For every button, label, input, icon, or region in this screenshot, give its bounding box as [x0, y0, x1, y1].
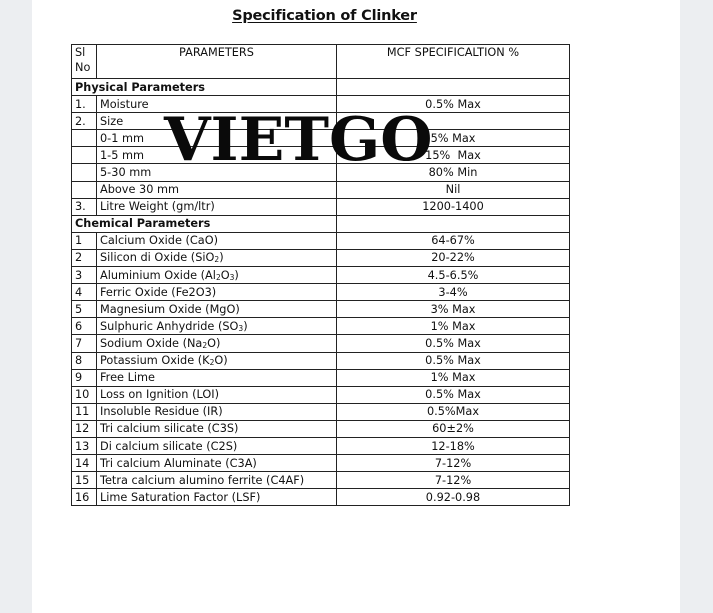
row-number: 5 [72, 301, 97, 318]
parameter-name [97, 301, 337, 318]
parameter-name [97, 489, 337, 506]
parameter-name [97, 455, 337, 472]
parameter-name-text: Di calcium silicate (C2S) [100, 439, 238, 453]
table-row [72, 455, 570, 472]
parameter-value: 1% Max [337, 369, 570, 386]
section-row-chemical [72, 215, 570, 232]
row-number: 9 [72, 369, 97, 386]
parameter-name [97, 437, 337, 454]
parameter-name-text: Silicon di Oxide (SiO [100, 251, 215, 265]
parameter-value: 12-18% [337, 437, 570, 454]
subscript: 2 [214, 255, 220, 265]
parameter-name [97, 249, 337, 266]
parameter-value: 0.5% Max [337, 386, 570, 403]
table-row [72, 386, 570, 403]
parameter-name [97, 386, 337, 403]
parameter-name-text: Sulphuric Anhydride (SO [100, 319, 239, 333]
parameter-name-text: Loss on Ignition (LOI) [100, 388, 219, 402]
table-row [72, 352, 570, 369]
parameter-name [97, 369, 337, 386]
parameter-name [97, 284, 337, 301]
parameter-value: 80% Min [337, 164, 570, 181]
parameter-name [97, 318, 337, 335]
parameter-value: 4.5-6.5% [337, 267, 570, 284]
parameter-name: 0-1 mm [97, 130, 337, 147]
parameter-name-text: O) [207, 336, 221, 350]
parameter-value: 0.5% Max [337, 335, 570, 352]
row-number: 3 [72, 267, 97, 284]
table-row [72, 301, 570, 318]
table-row [72, 318, 570, 335]
parameter-name-text: ) [219, 251, 224, 265]
parameter-name-text: Tetra calcium alumino ferrite (C4AF) [100, 473, 305, 487]
parameter-name-text: Tri calcium Aluminate (C3A) [100, 456, 257, 470]
parameter-value: 1% Max [337, 318, 570, 335]
row-number: 1 [72, 232, 97, 249]
header-parameters: PARAMETERS [97, 45, 337, 79]
table-row [72, 437, 570, 454]
parameter-value: 0.92-0.98 [337, 489, 570, 506]
row-number: 7 [72, 335, 97, 352]
parameter-name [97, 420, 337, 437]
row-number: 10 [72, 386, 97, 403]
parameter-name-text: Insoluble Residue (IR) [100, 405, 223, 419]
row-number: 12 [72, 420, 97, 437]
parameter-value: 0.5% Max [337, 352, 570, 369]
parameter-name-text: O [220, 268, 230, 282]
vietgo-watermark: VIETGO [164, 105, 433, 175]
parameter-name [97, 403, 337, 420]
parameter-name-text: Ferric Oxide (Fe2O3) [100, 285, 217, 299]
parameter-name-text: Sodium Oxide (Na [100, 336, 203, 350]
table-row [72, 472, 570, 489]
subscript: 2 [215, 272, 221, 282]
parameter-value: 1200-1400 [337, 198, 570, 215]
row-number: 8 [72, 352, 97, 369]
section-label-physical: Physical Parameters [72, 79, 337, 96]
table-row [72, 181, 570, 198]
row-number: 11 [72, 403, 97, 420]
subscript: 2 [202, 340, 208, 350]
table-row [72, 249, 570, 266]
parameter-value: 0.5% Max [337, 96, 570, 113]
table-row [72, 420, 570, 437]
parameter-value: 7-12% [337, 455, 570, 472]
parameter-value: 3-4% [337, 284, 570, 301]
subscript: 2 [209, 358, 215, 368]
row-number: 13 [72, 437, 97, 454]
parameter-name-text: ) [234, 268, 239, 282]
parameter-name-text: Free Lime [100, 371, 155, 385]
parameter-name-text: ) [243, 319, 248, 333]
document-title: Specification of Clinker [232, 8, 417, 24]
parameter-value: 7-12% [337, 472, 570, 489]
parameter-name [97, 335, 337, 352]
table-row [72, 403, 570, 420]
parameter-value: 15% Max [337, 147, 570, 164]
row-number: 15 [72, 472, 97, 489]
parameter-name: Size [97, 113, 337, 130]
parameter-name-text: Calcium Oxide (CaO) [100, 234, 218, 248]
section-label-chemical: Chemical Parameters [72, 215, 337, 232]
parameter-name [97, 472, 337, 489]
row-number: 16 [72, 489, 97, 506]
section-row-physical [72, 79, 570, 96]
parameter-name: Litre Weight (gm/ltr) [97, 198, 337, 215]
header-sl-no: Sl No [72, 45, 97, 79]
parameter-name: 1-5 mm [97, 147, 337, 164]
parameter-name-text: Magnesium Oxide (MgO) [100, 302, 240, 316]
subscript: 3 [238, 323, 244, 333]
parameter-name-text: Aluminium Oxide (Al [100, 268, 216, 282]
row-number: 2 [72, 249, 97, 266]
parameter-name-text: Lime Saturation Factor (LSF) [100, 490, 261, 504]
table-row [72, 284, 570, 301]
parameter-name [97, 232, 337, 249]
table-row [72, 335, 570, 352]
table-row [72, 232, 570, 249]
parameter-value: 5% Max [337, 130, 570, 147]
row-number: 14 [72, 455, 97, 472]
table-row [72, 267, 570, 284]
row-number: 2. [72, 113, 97, 130]
row-number: 6 [72, 318, 97, 335]
table-row [72, 198, 570, 215]
parameter-value: 0.5%Max [337, 403, 570, 420]
parameter-name-text: Potassium Oxide (K [100, 354, 210, 368]
row-number: 3. [72, 198, 97, 215]
parameter-name-text: O) [214, 354, 228, 368]
parameter-name: Moisture [97, 96, 337, 113]
table-row [72, 489, 570, 506]
parameter-name [97, 267, 337, 284]
table-row [72, 369, 570, 386]
parameter-name-text: Tri calcium silicate (C3S) [100, 422, 239, 436]
parameter-name [97, 352, 337, 369]
row-number: 1. [72, 96, 97, 113]
parameter-value: 20-22% [337, 249, 570, 266]
parameter-name: Above 30 mm [97, 181, 337, 198]
header-specification: MCF SPECIFICALTION % [337, 45, 570, 79]
parameter-value: Nil [337, 181, 570, 198]
parameter-value: 3% Max [337, 301, 570, 318]
parameter-value: 64-67% [337, 232, 570, 249]
table-header-row [72, 45, 570, 79]
parameter-value: 60±2% [337, 420, 570, 437]
parameter-name: 5-30 mm [97, 164, 337, 181]
row-number: 4 [72, 284, 97, 301]
subscript: 3 [229, 272, 235, 282]
